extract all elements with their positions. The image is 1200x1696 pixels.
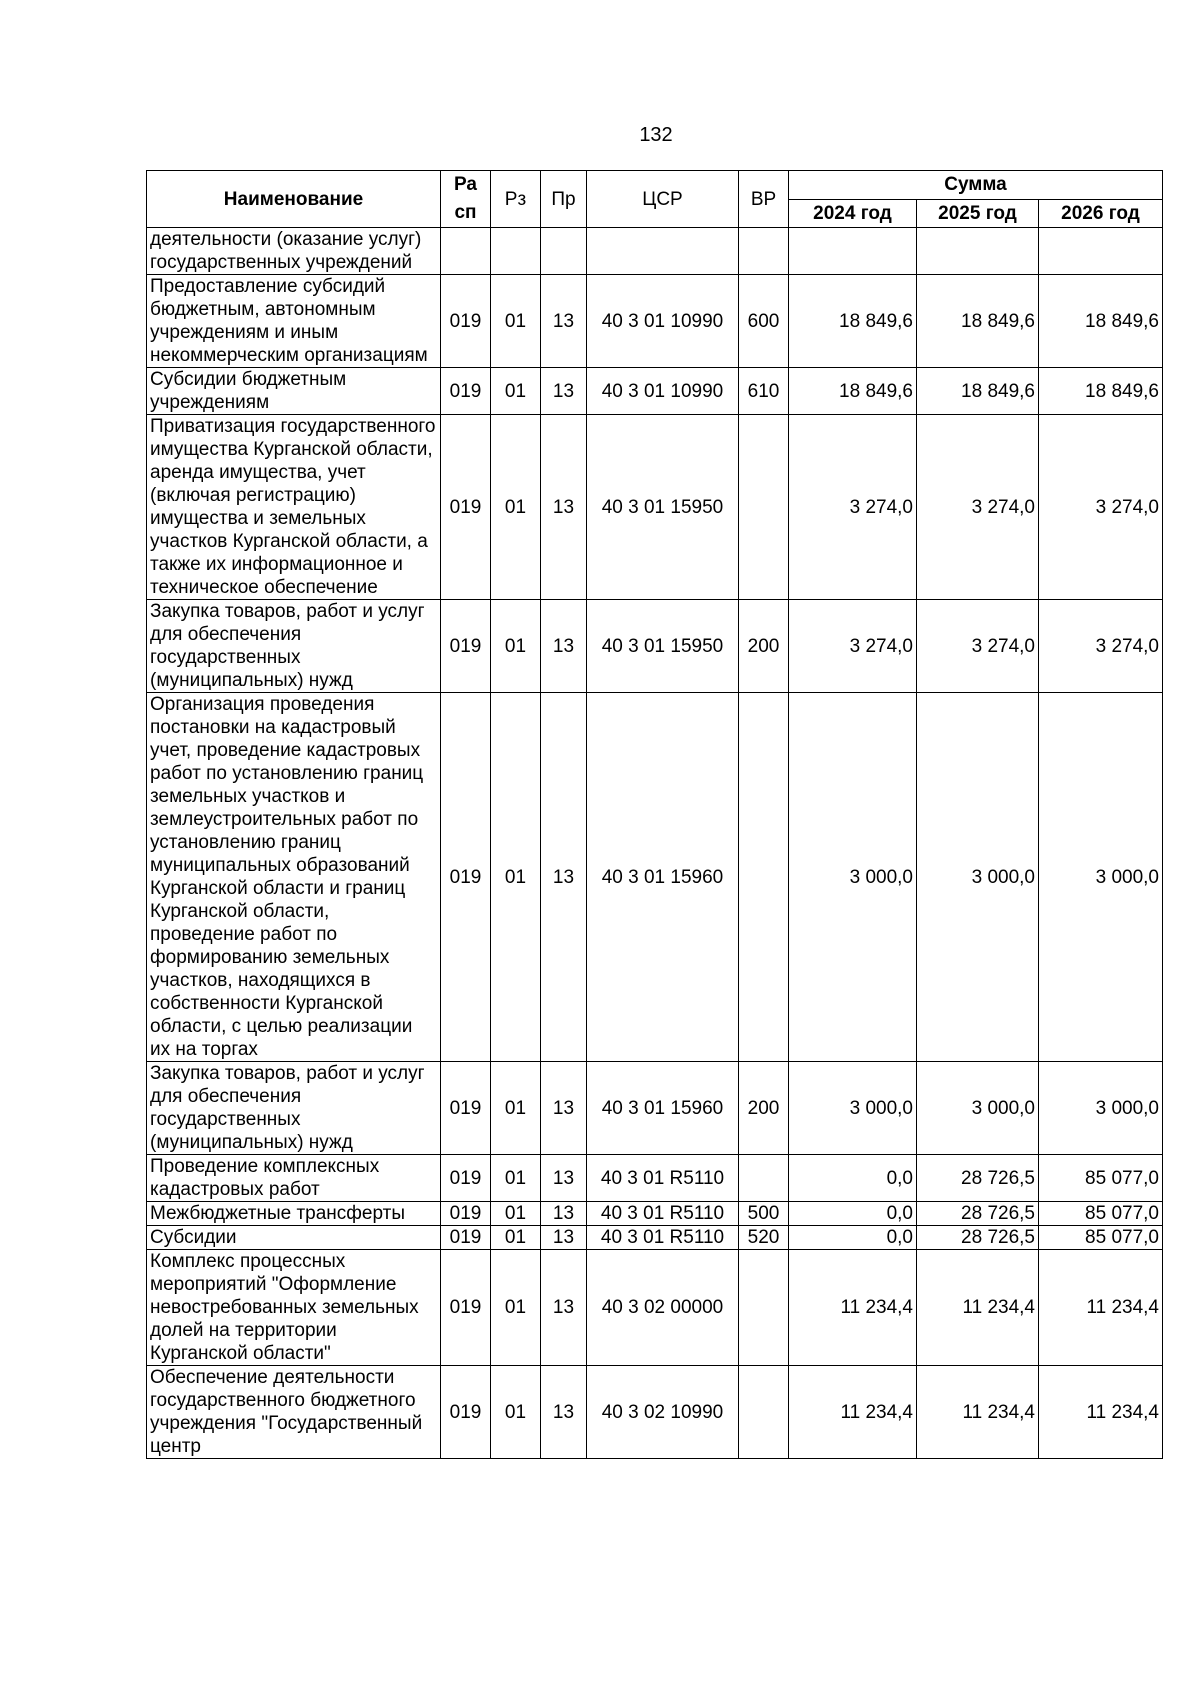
row-rasp-cell: 019 <box>441 600 491 693</box>
row-rasp-cell <box>441 228 491 275</box>
row-name-cell: Предоставление субсидий бюджетным, автономным учреждениям и иным некоммерческим организациям <box>147 275 441 368</box>
row-rasp-cell: 019 <box>441 1366 491 1459</box>
row-sum-2026-cell: 85 077,0 <box>1039 1155 1163 1202</box>
row-rz-cell: 01 <box>491 1250 541 1366</box>
row-rasp-cell: 019 <box>441 275 491 368</box>
header-vr: ВР <box>739 171 789 228</box>
row-sum-2026-cell: 18 849,6 <box>1039 275 1163 368</box>
row-csr-cell: 40 3 01 15950 <box>587 415 739 600</box>
table-row <box>147 1155 1163 1202</box>
row-sum-2024-cell: 18 849,6 <box>789 275 917 368</box>
row-sum-2025-cell: 3 000,0 <box>917 693 1039 1062</box>
row-sum-2024-cell: 3 000,0 <box>789 1062 917 1155</box>
header-rasp: Ра сп <box>441 171 491 228</box>
row-rasp-cell: 019 <box>441 1226 491 1250</box>
row-pr-cell: 13 <box>541 275 587 368</box>
row-sum-2024-cell: 11 234,4 <box>789 1250 917 1366</box>
row-vr-cell: 610 <box>739 368 789 415</box>
row-name-cell: Проведение комплексных кадастровых работ <box>147 1155 441 1202</box>
row-rasp-cell: 019 <box>441 1250 491 1366</box>
row-sum-2024-cell: 18 849,6 <box>789 368 917 415</box>
header-sum: Сумма <box>789 171 1163 200</box>
row-csr-cell: 40 3 02 10990 <box>587 1366 739 1459</box>
row-name-cell: Закупка товаров, работ и услуг для обеспечения государственных (муниципальных) нужд <box>147 600 441 693</box>
row-sum-2025-cell: 3 274,0 <box>917 600 1039 693</box>
row-sum-2025-cell: 3 000,0 <box>917 1062 1039 1155</box>
row-csr-cell: 40 3 01 R5110 <box>587 1226 739 1250</box>
row-rz-cell: 01 <box>491 693 541 1062</box>
row-sum-2025-cell: 18 849,6 <box>917 275 1039 368</box>
row-vr-cell: 500 <box>739 1202 789 1226</box>
row-vr-cell: 600 <box>739 275 789 368</box>
row-rasp-cell: 019 <box>441 1155 491 1202</box>
row-rz-cell: 01 <box>491 1366 541 1459</box>
row-name-cell: деятельности (оказание услуг) государственных учреждений <box>147 228 441 275</box>
row-rz-cell: 01 <box>491 1155 541 1202</box>
row-sum-2025-cell: 28 726,5 <box>917 1202 1039 1226</box>
table-row <box>147 228 1163 275</box>
row-sum-2025-cell: 11 234,4 <box>917 1366 1039 1459</box>
row-name-cell: Субсидии бюджетным учреждениям <box>147 368 441 415</box>
row-sum-2026-cell: 85 077,0 <box>1039 1202 1163 1226</box>
row-name-cell: Межбюджетные трансферты <box>147 1202 441 1226</box>
row-rz-cell: 01 <box>491 1062 541 1155</box>
header-year-2026: 2026 год <box>1039 199 1163 228</box>
row-name-cell: Организация проведения постановки на кадастровый учет, проведение кадастровых работ по установлению границ земельных участков и землеустроительных работ по установлению границ муниципальных образований Курганской области и границ Курганской области, проведение работ по формированию земельных участков, находящихся в собственности Курганской области, с целью реализации их на торгах <box>147 693 441 1062</box>
row-vr-cell <box>739 228 789 275</box>
table-row <box>147 368 1163 415</box>
row-rasp-cell: 019 <box>441 368 491 415</box>
table-row <box>147 1202 1163 1226</box>
row-csr-cell: 40 3 02 00000 <box>587 1250 739 1366</box>
header-csr: ЦСР <box>587 171 739 228</box>
table-row <box>147 275 1163 368</box>
table-row <box>147 1250 1163 1366</box>
row-pr-cell: 13 <box>541 415 587 600</box>
row-sum-2026-cell: 3 274,0 <box>1039 415 1163 600</box>
row-pr-cell <box>541 228 587 275</box>
row-pr-cell: 13 <box>541 1155 587 1202</box>
row-rasp-cell: 019 <box>441 1062 491 1155</box>
row-sum-2026-cell: 11 234,4 <box>1039 1366 1163 1459</box>
row-sum-2024-cell: 3 274,0 <box>789 600 917 693</box>
row-vr-cell: 200 <box>739 1062 789 1155</box>
row-rasp-cell: 019 <box>441 415 491 600</box>
row-sum-2025-cell <box>917 228 1039 275</box>
page-number: 132 <box>639 124 673 146</box>
row-pr-cell: 13 <box>541 368 587 415</box>
row-vr-cell <box>739 1155 789 1202</box>
row-sum-2025-cell: 28 726,5 <box>917 1155 1039 1202</box>
row-sum-2024-cell: 3 000,0 <box>789 693 917 1062</box>
table-row <box>147 1226 1163 1250</box>
row-rasp-cell: 019 <box>441 1202 491 1226</box>
row-sum-2026-cell: 85 077,0 <box>1039 1226 1163 1250</box>
row-sum-2024-cell: 3 274,0 <box>789 415 917 600</box>
row-pr-cell: 13 <box>541 1226 587 1250</box>
row-sum-2026-cell <box>1039 228 1163 275</box>
header-name: Наименование <box>147 171 441 228</box>
row-rz-cell: 01 <box>491 275 541 368</box>
row-sum-2026-cell: 3 274,0 <box>1039 600 1163 693</box>
row-vr-cell <box>739 1250 789 1366</box>
row-sum-2024-cell: 0,0 <box>789 1226 917 1250</box>
table-body <box>147 228 1163 1459</box>
row-pr-cell: 13 <box>541 1062 587 1155</box>
row-sum-2025-cell: 3 274,0 <box>917 415 1039 600</box>
row-csr-cell: 40 3 01 10990 <box>587 275 739 368</box>
row-csr-cell: 40 3 01 R5110 <box>587 1202 739 1226</box>
row-csr-cell: 40 3 01 R5110 <box>587 1155 739 1202</box>
header-year-2025: 2025 год <box>917 199 1039 228</box>
row-vr-cell <box>739 1366 789 1459</box>
row-rz-cell: 01 <box>491 368 541 415</box>
header-pr: Пр <box>541 171 587 228</box>
row-sum-2025-cell: 28 726,5 <box>917 1226 1039 1250</box>
row-rasp-cell: 019 <box>441 693 491 1062</box>
row-pr-cell: 13 <box>541 1366 587 1459</box>
row-csr-cell: 40 3 01 10990 <box>587 368 739 415</box>
budget-table <box>146 170 1163 1459</box>
row-csr-cell <box>587 228 739 275</box>
row-vr-cell <box>739 415 789 600</box>
row-name-cell: Обеспечение деятельности государственного бюджетного учреждения "Государственный центр <box>147 1366 441 1459</box>
table-row <box>147 1062 1163 1155</box>
row-pr-cell: 13 <box>541 600 587 693</box>
row-sum-2026-cell: 11 234,4 <box>1039 1250 1163 1366</box>
table-row <box>147 415 1163 600</box>
row-name-cell: Закупка товаров, работ и услуг для обеспечения государственных (муниципальных) нужд <box>147 1062 441 1155</box>
row-sum-2024-cell <box>789 228 917 275</box>
row-rz-cell: 01 <box>491 600 541 693</box>
table-row <box>147 693 1163 1062</box>
row-sum-2024-cell: 11 234,4 <box>789 1366 917 1459</box>
row-sum-2026-cell: 3 000,0 <box>1039 1062 1163 1155</box>
row-name-cell: Приватизация государственного имущества Курганской области, аренда имущества, учет (включая регистрацию) имущества и земельных участков Курганской области, а также их информационное и техническое обеспечение <box>147 415 441 600</box>
row-csr-cell: 40 3 01 15950 <box>587 600 739 693</box>
row-sum-2026-cell: 3 000,0 <box>1039 693 1163 1062</box>
row-csr-cell: 40 3 01 15960 <box>587 1062 739 1155</box>
row-pr-cell: 13 <box>541 1250 587 1366</box>
row-csr-cell: 40 3 01 15960 <box>587 693 739 1062</box>
row-name-cell: Комплекс процессных мероприятий "Оформление невостребованных земельных долей на территории Курганской области" <box>147 1250 441 1366</box>
row-vr-cell: 200 <box>739 600 789 693</box>
header-rz: Рз <box>491 171 541 228</box>
row-name-cell: Субсидии <box>147 1226 441 1250</box>
row-rz-cell <box>491 228 541 275</box>
row-vr-cell: 520 <box>739 1226 789 1250</box>
table-row <box>147 600 1163 693</box>
row-sum-2026-cell: 18 849,6 <box>1039 368 1163 415</box>
header-year-2024: 2024 год <box>789 199 917 228</box>
row-sum-2025-cell: 18 849,6 <box>917 368 1039 415</box>
table-row <box>147 1366 1163 1459</box>
row-rz-cell: 01 <box>491 1226 541 1250</box>
row-rz-cell: 01 <box>491 415 541 600</box>
row-pr-cell: 13 <box>541 1202 587 1226</box>
row-sum-2024-cell: 0,0 <box>789 1155 917 1202</box>
row-sum-2025-cell: 11 234,4 <box>917 1250 1039 1366</box>
row-vr-cell <box>739 693 789 1062</box>
row-sum-2024-cell: 0,0 <box>789 1202 917 1226</box>
row-rz-cell: 01 <box>491 1202 541 1226</box>
row-pr-cell: 13 <box>541 693 587 1062</box>
